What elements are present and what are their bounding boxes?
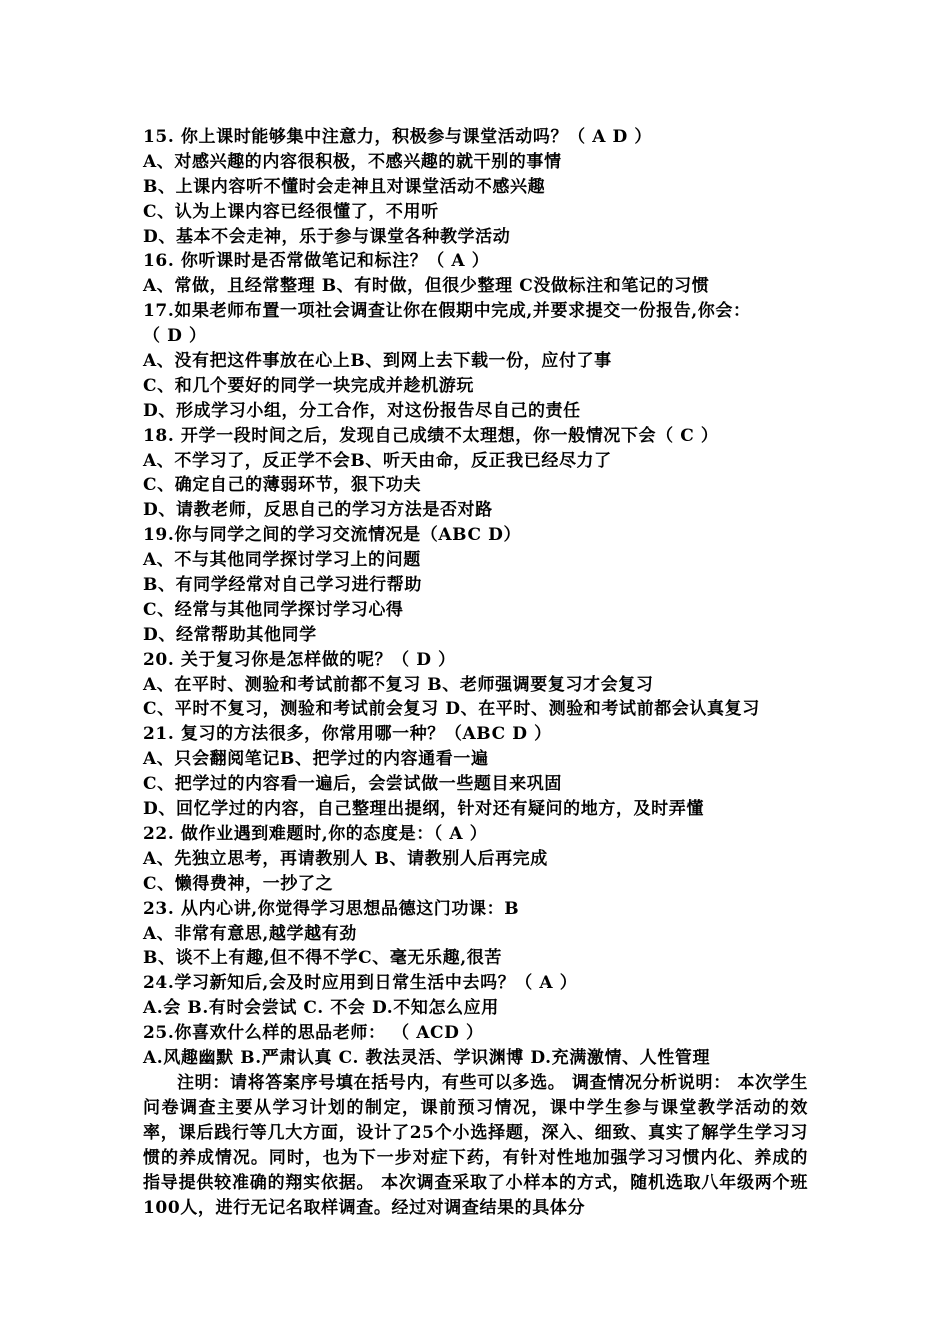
option-21-c: C、把学过的内容看一遍后，会尝试做一些题目来巩固 bbox=[143, 774, 562, 795]
document-page bbox=[143, 125, 823, 1221]
option-20-ab: A、在平时、测验和考试前都不复习 B、老师强调要复习才会复习 bbox=[143, 674, 654, 695]
question-24: 24.学习新知后,会及时应用到日常生活中去吗？（ A ） bbox=[143, 973, 578, 994]
option-19-b: B、有同学经常对自己学习进行帮助 bbox=[143, 575, 422, 596]
question-23: 23. 从内心讲,你觉得学习思想品德这门功课：B bbox=[143, 898, 520, 919]
option-15-b: B、上课内容听不懂时会走神且对课堂活动不感兴趣 bbox=[143, 176, 546, 197]
option-15-d: D、基本不会走神，乐于参与课堂各种教学活动 bbox=[143, 226, 511, 247]
option-19-a: A、不与其他同学探讨学习上的问题 bbox=[143, 550, 421, 571]
option-17-c: C、和几个要好的同学一块完成并趁机游玩 bbox=[143, 375, 474, 396]
question-15: 15. 你上课时能够集中注意力，积极参与课堂活动吗？（ A D ） bbox=[143, 127, 652, 147]
option-22-c: C、懒得费神，一抄了之 bbox=[143, 873, 334, 894]
option-22-ab: A、先独立思考，再请教别人 B、请教别人后再完成 bbox=[143, 848, 548, 869]
option-18-c: C、确定自己的薄弱环节，狠下功夫 bbox=[143, 475, 422, 496]
option-17-d: D、形成学习小组，分工合作，对这份报告尽自己的责任 bbox=[143, 400, 581, 421]
question-22: 22. 做作业遇到难题时,你的态度是：（ A ） bbox=[143, 823, 488, 844]
question-16: 16. 你听课时是否常做笔记和标注？（ A ） bbox=[143, 251, 490, 272]
option-18-d: D、请教老师，反思自己的学习方法是否对路 bbox=[143, 500, 493, 521]
option-23-a: A、非常有意思,越学越有劲 bbox=[143, 923, 357, 944]
option-20-cd: C、平时不复习，测验和考试前会复习 D、在平时、测验和考试前都会认真复习 bbox=[143, 699, 760, 720]
options-25: A.风趣幽默 B.严肃认真 C. 教法灵活、学识渊博 D.充满激情、人性管理 bbox=[143, 1047, 711, 1068]
question-19: 19.你与同学之间的学习交流情况是（ABC D） bbox=[143, 525, 522, 546]
option-21-d: D、回忆学过的内容，自己整理出提纲，针对还有疑问的地方，及时弄懂 bbox=[143, 799, 704, 820]
options-16: A、常做，且经常整理 B、有时做，但很少整理 C没做标注和笔记的习惯 bbox=[143, 276, 710, 297]
survey-analysis-note: 注明：请将答案序号填在括号内，有些可以多选。 调查情况分析说明： 本次学生问卷调查主要从学习计划的制定，课前预习情况，课中学生参与课堂教学活动的效率，课后践行等几大方面，设计了25个小选择题，深入、细致、真实了解学生学习习惯的养成情况。同时，也为下一步对症下药，有针对性地加强学习习惯内化、养成的指导提供较准确的翔实依据。 本次调查采取了小样本的方式，随机选取八年级两个班100人，进行无记名取样调查。经过对调查结果的具体分 bbox=[143, 1072, 808, 1218]
option-21-ab: A、只会翻阅笔记B、把学过的内容通看一遍 bbox=[143, 749, 489, 770]
question-18: 18. 开学一段时间之后，发现自己成绩不太理想，你一般情况下会（ C ） bbox=[143, 425, 719, 446]
option-17-ab: A、没有把这件事放在心上B、到网上去下载一份，应付了事 bbox=[143, 351, 612, 372]
question-21: 21. 复习的方法很多，你常用哪一种？（ABC D ） bbox=[143, 724, 552, 745]
answer-17: （ D ） bbox=[143, 326, 207, 347]
option-19-c: C、经常与其他同学探讨学习心得 bbox=[143, 599, 404, 620]
question-20: 20. 关于复习你是怎样做的呢？（ D ） bbox=[143, 649, 456, 670]
options-24: A.会 B.有时会尝试 C. 不会 D.不知怎么应用 bbox=[143, 998, 499, 1019]
option-15-a: A、对感兴趣的内容很积极，不感兴趣的就干别的事情 bbox=[143, 151, 562, 172]
option-15-c: C、认为上课内容已经很懂了，不用听 bbox=[143, 201, 439, 222]
question-25: 25.你喜欢什么样的思品老师： （ ACD ） bbox=[143, 1023, 484, 1044]
question-17: 17.如果老师布置一项社会调查让你在假期中完成,并要求提交一份报告,你会： bbox=[143, 301, 751, 322]
option-18-ab: A、不学习了，反正学不会B、听天由命，反正我已经尽力了 bbox=[143, 450, 612, 471]
option-19-d: D、经常帮助其他同学 bbox=[143, 624, 317, 645]
option-23-bc: B、谈不上有趣,但不得不学C、毫无乐趣,很苦 bbox=[143, 948, 502, 969]
